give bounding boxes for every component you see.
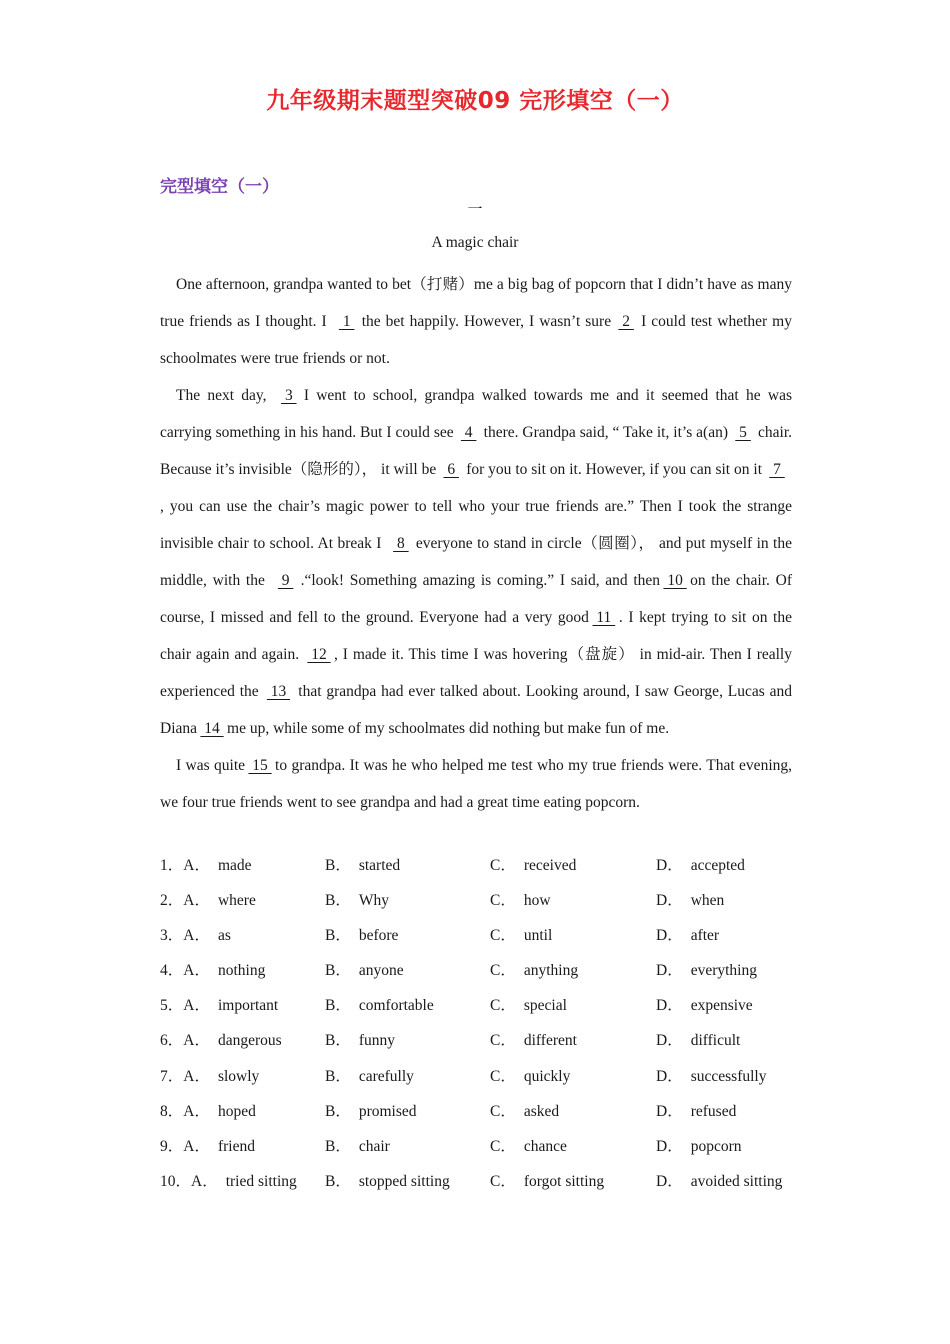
- blank-12: 12: [307, 646, 331, 663]
- option-letter: A．: [183, 1067, 210, 1085]
- option-a: [160, 1129, 255, 1164]
- blank-7: 7: [769, 461, 785, 478]
- option-d: [656, 1023, 740, 1058]
- option-text: how: [523, 892, 551, 910]
- option-text: after: [690, 927, 720, 945]
- option-letter: B．: [325, 927, 351, 945]
- option-text: important: [217, 997, 279, 1015]
- option-letter: D．: [656, 1067, 683, 1085]
- option-text: where: [217, 892, 256, 910]
- option-text: difficult: [690, 1032, 741, 1050]
- option-c: [490, 988, 567, 1023]
- option-text: avoided sitting: [690, 1172, 783, 1190]
- option-letter: B．: [325, 997, 351, 1015]
- option-text: hoped: [217, 1102, 256, 1120]
- option-b: [325, 1094, 417, 1129]
- passage-text: , I made it. This time I was hovering（盘旋） in mid-air. Then I really experienced the: [160, 646, 792, 700]
- passage-text: I was quite: [176, 757, 246, 774]
- question-row: [160, 953, 800, 988]
- question-number: 5．: [160, 997, 184, 1015]
- option-d: [656, 848, 745, 883]
- question-row: [160, 1059, 800, 1094]
- option-d: [656, 883, 724, 918]
- blank-13: 13: [266, 683, 291, 700]
- option-a: [160, 918, 231, 953]
- option-text: special: [523, 997, 567, 1015]
- option-d: [656, 918, 719, 953]
- option-text: stopped sitting: [358, 1172, 450, 1190]
- option-text: dangerous: [217, 1032, 282, 1050]
- passage-paragraph: [160, 747, 792, 821]
- option-c: [490, 1059, 570, 1094]
- passage-text: the bet happily. However, I wasn’t sure: [361, 313, 612, 330]
- option-text: accepted: [690, 857, 745, 874]
- option-c: [490, 1023, 577, 1058]
- option-letter: A．: [183, 1032, 210, 1050]
- option-b: [325, 883, 389, 918]
- question-row: [160, 988, 800, 1023]
- passage-text: on the chair. Of course, I missed and fell to the ground. Everyone had a very good: [160, 572, 792, 626]
- blank-10: 10: [663, 572, 687, 589]
- option-text: forgot sitting: [523, 1172, 605, 1190]
- option-text: chance: [523, 1137, 567, 1155]
- option-text: as: [217, 927, 231, 945]
- option-b: [325, 848, 400, 883]
- option-d: [656, 953, 757, 988]
- blank-3: 3: [281, 387, 297, 404]
- option-c: [490, 1094, 559, 1129]
- passage-text: everyone to stand in circle（圆圈）， and put myself in the middle, with the: [160, 535, 792, 589]
- option-d: [656, 988, 753, 1023]
- option-letter: D．: [656, 1032, 683, 1050]
- option-letter: C．: [490, 927, 516, 945]
- option-text: asked: [523, 1102, 560, 1120]
- option-letter: A．: [183, 857, 210, 874]
- option-a: [160, 953, 265, 988]
- option-letter: C．: [490, 1032, 516, 1050]
- option-letter: A．: [183, 997, 210, 1015]
- passage-text: for you to sit on it. However, if you can sit on it: [466, 461, 762, 478]
- option-text: when: [690, 892, 725, 910]
- option-letter: C．: [490, 962, 516, 980]
- passage-text: One afternoon, grandpa wanted to bet（打赌）me a big bag of popcorn that I didn’t have as many true friends as I thought. I: [160, 276, 792, 330]
- passage-text: I went to school, grandpa walked towards me and it seemed that he was carrying something in his hand. But I could see: [160, 387, 792, 441]
- blank-1: 1: [338, 313, 355, 330]
- option-text: anything: [523, 962, 579, 980]
- option-text: started: [358, 857, 401, 874]
- option-letter: B．: [325, 962, 351, 980]
- option-letter: B．: [325, 1137, 351, 1155]
- blank-4: 4: [460, 424, 477, 441]
- option-text: slowly: [217, 1067, 260, 1085]
- option-text: friend: [217, 1137, 255, 1155]
- option-a: [160, 1094, 256, 1129]
- option-letter: A．: [183, 927, 210, 945]
- blank-6: 6: [443, 461, 459, 478]
- option-letter: B．: [325, 1067, 351, 1085]
- option-letter: D．: [656, 997, 683, 1015]
- blank-15: 15: [248, 757, 272, 774]
- option-text: expensive: [690, 997, 753, 1015]
- option-letter: C．: [490, 997, 516, 1015]
- option-letter: B．: [325, 1172, 351, 1190]
- option-text: Why: [358, 892, 389, 910]
- option-text: popcorn: [690, 1137, 742, 1155]
- option-letter: C．: [490, 857, 516, 874]
- option-letter: D．: [656, 892, 683, 910]
- question-row: [160, 1094, 800, 1129]
- passage-text: that grandpa had ever talked about. Looking around, I saw George, Lucas and Diana: [160, 683, 792, 737]
- blank-5: 5: [735, 424, 751, 441]
- passage-text: The next day,: [176, 387, 274, 404]
- option-letter: A．: [183, 892, 210, 910]
- option-d: [656, 1129, 742, 1164]
- option-c: [490, 918, 552, 953]
- question-row: [160, 1023, 800, 1058]
- question-number: 7．: [160, 1067, 184, 1085]
- passage-text: I could test whether my schoolmates were true friends or not.: [160, 313, 792, 367]
- option-d: [656, 1094, 736, 1129]
- option-text: anyone: [358, 962, 404, 980]
- option-letter: A．: [183, 1137, 210, 1155]
- blank-14: 14: [200, 720, 224, 737]
- cloze-passage: [160, 266, 792, 821]
- question-number: 1．: [160, 857, 184, 874]
- passage-text: to grandpa. It was he who helped me test who my true friends were. That evening, we four true friends went to see grandpa and had a great time eating popcorn.: [160, 757, 792, 811]
- option-text: chair: [358, 1137, 390, 1155]
- option-letter: D．: [656, 1102, 683, 1120]
- option-b: [325, 1023, 395, 1058]
- option-text: made: [217, 857, 252, 874]
- blank-8: 8: [393, 535, 409, 552]
- option-letter: A．: [183, 1102, 210, 1120]
- option-a: [160, 1164, 297, 1199]
- passage-text: , you can use the chair’s magic power to tell who your true friends are.” Then I took the strange invisible chair to school. At break I: [160, 498, 792, 552]
- question-row: [160, 918, 800, 953]
- option-letter: C．: [490, 1137, 516, 1155]
- option-letter: C．: [490, 892, 516, 910]
- blank-11: 11: [592, 609, 616, 626]
- question-number: 9．: [160, 1137, 184, 1155]
- option-text: until: [523, 927, 553, 945]
- option-letter: D．: [656, 1137, 683, 1155]
- option-text: nothing: [217, 962, 266, 980]
- option-text: different: [523, 1032, 577, 1050]
- option-b: [325, 988, 434, 1023]
- option-letter: B．: [325, 857, 351, 874]
- option-a: [160, 848, 252, 883]
- option-letter: B．: [325, 1102, 351, 1120]
- passage-number: 一: [467, 202, 483, 218]
- option-text: quickly: [523, 1067, 571, 1085]
- option-text: everything: [690, 962, 757, 980]
- question-row: [160, 1129, 800, 1164]
- passage-paragraph: [160, 377, 792, 747]
- question-number: 4．: [160, 962, 184, 980]
- passage-text: me up, while some of my schoolmates did nothing but make fun of me.: [227, 720, 670, 737]
- option-letter: D．: [656, 857, 683, 874]
- question-number: 10．: [160, 1172, 192, 1190]
- question-number: 3．: [160, 927, 184, 945]
- passage-title: A magic chair: [431, 234, 519, 251]
- option-a: [160, 988, 278, 1023]
- section-heading: 完型填空（一）: [160, 177, 279, 197]
- option-text: funny: [358, 1032, 396, 1050]
- option-text: tried sitting: [225, 1172, 297, 1190]
- passage-text: . I kept trying to sit on the chair again and again.: [160, 609, 792, 663]
- option-letter: C．: [490, 1102, 516, 1120]
- option-letter: B．: [325, 1032, 351, 1050]
- option-b: [325, 1164, 450, 1199]
- option-b: [325, 1129, 390, 1164]
- option-text: promised: [358, 1102, 417, 1120]
- option-letter: A．: [191, 1172, 218, 1190]
- page-title: 九年级期末题型突破09 完形填空（一）: [266, 88, 684, 114]
- option-a: [160, 883, 256, 918]
- blank-2: 2: [618, 313, 634, 330]
- option-c: [490, 953, 578, 988]
- option-text: received: [523, 857, 577, 874]
- option-c: [490, 883, 551, 918]
- option-b: [325, 1059, 414, 1094]
- option-text: before: [358, 927, 399, 945]
- blank-9: 9: [277, 572, 294, 589]
- option-c: [490, 848, 576, 883]
- option-a: [160, 1059, 259, 1094]
- question-row: [160, 1164, 800, 1199]
- option-a: [160, 1023, 282, 1058]
- question-number: 8．: [160, 1102, 184, 1120]
- option-text: comfortable: [358, 997, 434, 1015]
- option-c: [490, 1164, 604, 1199]
- question-row: [160, 883, 800, 918]
- option-letter: B．: [325, 892, 351, 910]
- option-text: refused: [690, 1102, 737, 1120]
- question-row: [160, 848, 800, 883]
- passage-paragraph: [160, 266, 792, 377]
- option-b: [325, 953, 404, 988]
- option-letter: D．: [656, 927, 683, 945]
- option-d: [656, 1164, 782, 1199]
- option-c: [490, 1129, 567, 1164]
- option-letter: D．: [656, 1172, 683, 1190]
- question-number: 6．: [160, 1032, 184, 1050]
- option-text: carefully: [358, 1067, 414, 1085]
- option-b: [325, 918, 398, 953]
- option-text: successfully: [690, 1067, 767, 1085]
- option-letter: C．: [490, 1172, 516, 1190]
- question-number: 2．: [160, 892, 184, 910]
- passage-text: there. Grandpa said, “ Take it, it’s a(an): [483, 424, 729, 441]
- passage-text: .“look! Something amazing is coming.” I said, and then: [300, 572, 661, 589]
- answer-options-list: [160, 848, 800, 1199]
- option-d: [656, 1059, 766, 1094]
- passage-text: chair. Because it’s invisible（隐形的）， it will be: [160, 424, 793, 478]
- option-letter: D．: [656, 962, 683, 980]
- option-letter: C．: [490, 1067, 516, 1085]
- option-letter: A．: [183, 962, 210, 980]
